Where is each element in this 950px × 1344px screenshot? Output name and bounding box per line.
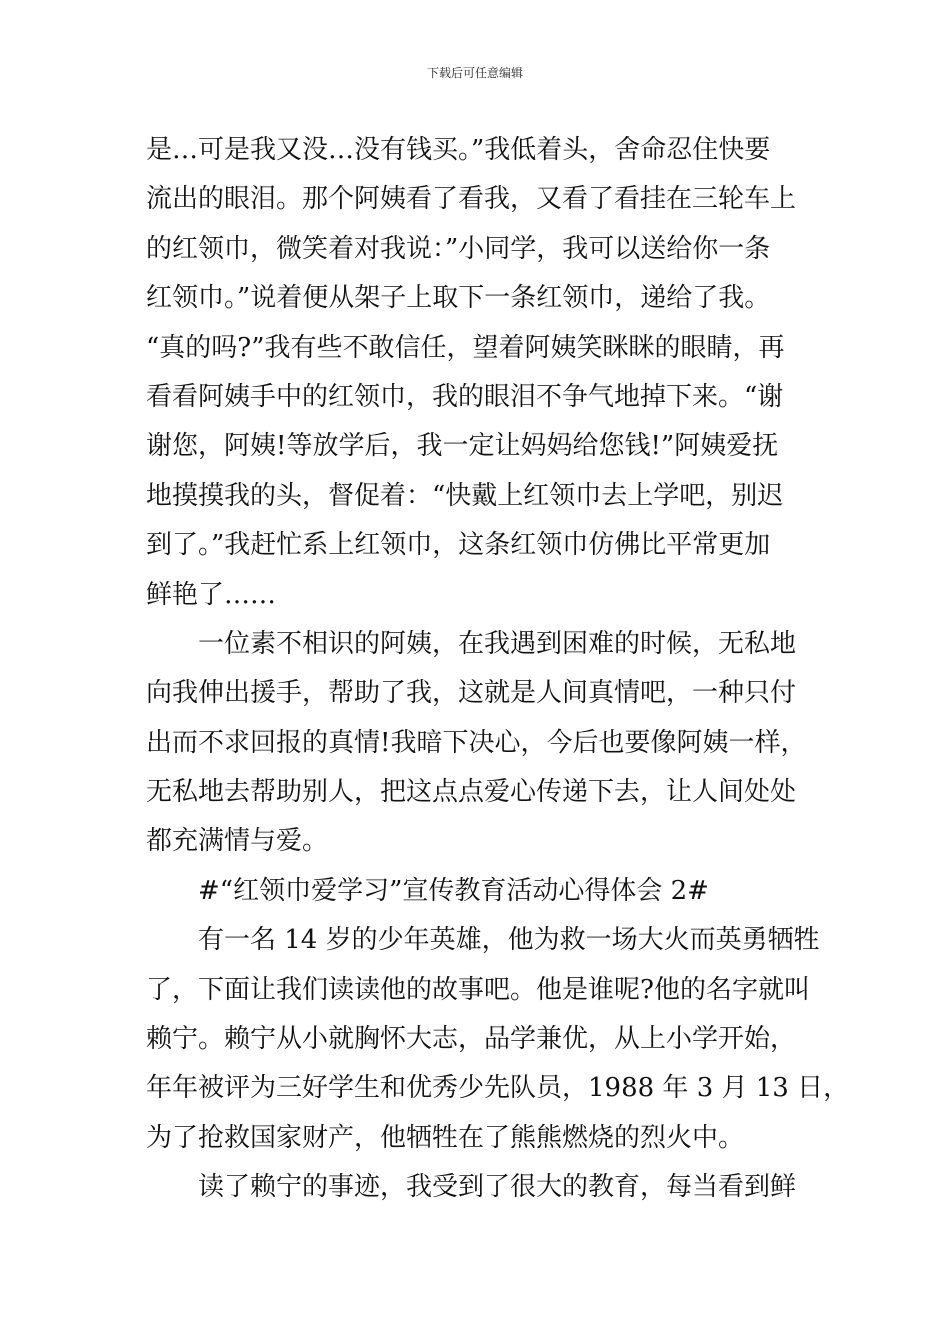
text-line: 向我伸出援手，帮助了我，这就是人间真情吧，一种只付 bbox=[146, 678, 797, 709]
text-line: 鲜艳了…… bbox=[146, 579, 277, 610]
text-line: 为了抢救国家财产，他牺牲在了熊熊燃烧的烈火中。 bbox=[146, 1122, 745, 1153]
document-body bbox=[146, 126, 850, 1213]
text-line: 看看阿姨手中的红领巾，我的眼泪不争气地掉下来。“谢 bbox=[146, 381, 784, 412]
text-line: 谢您，阿姨!等放学后，我一定让妈妈给您钱!”阿姨爱抚 bbox=[146, 431, 779, 462]
text-line: 是…可是我又没…没有钱买。”我低着头，舍命忍住快要 bbox=[146, 135, 771, 165]
text-line: 的红领巾，微笑着对我说：”小同学，我可以送给你一条 bbox=[146, 233, 771, 264]
text-line: 年年被评为三好学生和优秀少先队员，1988 年 3 月 13 日， bbox=[146, 1073, 850, 1104]
text-line: 无私地去帮助别人，把这点点爱心传递下去，让人间处处 bbox=[146, 777, 797, 808]
text-line: “真的吗?”我有些不敢信任，望着阿姨笑眯眯的眼睛，再 bbox=[146, 332, 785, 363]
text-line: #“红领巾爱学习”宣传教育活动心得体会 2# bbox=[198, 875, 709, 906]
text-line: 有一名 14 岁的少年英雄，他为救一场大火而英勇牺牲 bbox=[198, 925, 820, 956]
text-line: 红领巾。”说着便从架子上取下一条红领巾，递给了我。 bbox=[146, 283, 771, 314]
page-header: 下载后可任意编辑 bbox=[426, 66, 523, 80]
text-line: 一位素不相识的阿姨，在我遇到困难的时候，无私地 bbox=[198, 628, 797, 659]
text-line: 了，下面让我们读读他的故事吧。他是谁呢?他的名字就叫 bbox=[146, 974, 810, 1005]
text-line: 到了。”我赶忙系上红领巾，这条红领巾仿佛比平常更加 bbox=[146, 530, 771, 561]
text-line: 地摸摸我的头，督促着：“快戴上红领巾去上学吧，别迟 bbox=[146, 480, 784, 511]
text-line: 出而不求回报的真情!我暗下决心，今后也要像阿姨一样， bbox=[146, 727, 807, 758]
text-line: 都充满情与爱。 bbox=[146, 826, 329, 857]
text-line: 读了赖宁的事迹，我受到了很大的教育，每当看到鲜 bbox=[198, 1172, 797, 1203]
text-line: 赖宁。赖宁从小就胸怀大志，品学兼优，从上小学开始， bbox=[146, 1024, 797, 1055]
text-line: 流出的眼泪。那个阿姨看了看我，又看了看挂在三轮车上 bbox=[146, 184, 797, 215]
